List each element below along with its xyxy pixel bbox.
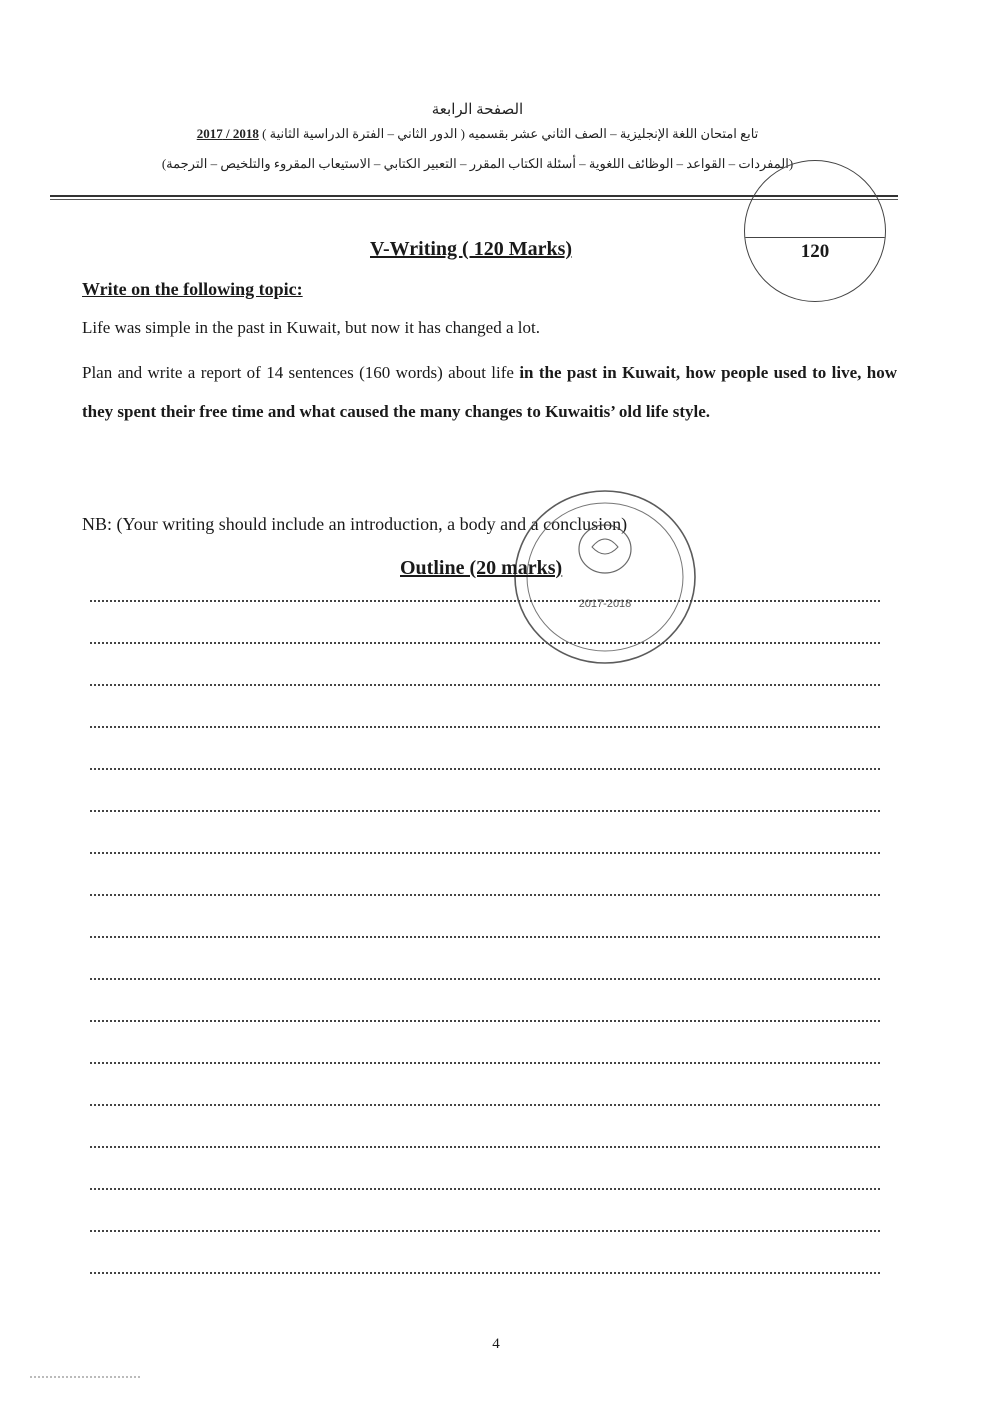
page-header	[55, 100, 900, 171]
section-title: V-Writing ( 120 Marks)	[370, 238, 573, 260]
task-description	[82, 353, 897, 431]
writing-line[interactable]	[90, 642, 880, 644]
page-number: 4	[492, 1336, 500, 1352]
writing-line[interactable]	[90, 726, 880, 728]
writing-line[interactable]	[90, 684, 880, 686]
footer-mark	[30, 1376, 140, 1378]
writing-line[interactable]	[90, 1146, 880, 1148]
score-box	[744, 160, 886, 302]
exam-topics-line: (المفردات – القواعد – الوظائف اللغوية – أسئلة الكتاب المقرر – التعبير الكتابي – الاستيعاب المقروء والتلخيص – الترجمة)	[161, 156, 794, 171]
writing-line[interactable]	[90, 1272, 880, 1274]
exam-title-line	[55, 126, 900, 142]
writing-line[interactable]	[90, 894, 880, 896]
writing-line[interactable]	[90, 1062, 880, 1064]
topic-intro: Life was simple in the past in Kuwait, but now it has changed a lot.	[82, 318, 540, 337]
stamp-year: 2017-2018	[578, 598, 632, 610]
page-label-arabic: الصفحة الرابعة	[431, 102, 524, 118]
topic-instruction: Write on the following topic:	[82, 279, 303, 299]
score-total: 120	[800, 241, 830, 262]
writing-line[interactable]	[90, 768, 880, 770]
score-divider	[745, 237, 885, 238]
writing-line[interactable]	[90, 936, 880, 938]
writing-line[interactable]	[90, 810, 880, 812]
writing-line[interactable]	[90, 1188, 880, 1190]
exam-title-text: تابع امتحان اللغة الإنجليزية – الصف الثاني عشر بقسميه ( الدور الثاني – الفترة الدراسية الثانية )	[262, 126, 759, 141]
writing-line[interactable]	[90, 600, 880, 602]
writing-line[interactable]	[90, 852, 880, 854]
writing-note: NB: (Your writing should include an introduction, a body and a conclusion)	[82, 514, 628, 534]
outline-title: Outline (20 marks)	[400, 557, 563, 579]
writing-line[interactable]	[90, 1104, 880, 1106]
exam-year: 2018 / 2017	[196, 126, 259, 141]
task-text: Plan and write a report of 14 sentences (160 words) about life	[82, 363, 520, 382]
writing-line[interactable]	[90, 978, 880, 980]
task-text-bold: in the past in Kuwait, how people used to live, how they spent their free time and what caused the many changes to Kuwaitis’ old life style.	[82, 363, 897, 421]
writing-line[interactable]	[90, 1020, 880, 1022]
writing-line[interactable]	[90, 1230, 880, 1232]
